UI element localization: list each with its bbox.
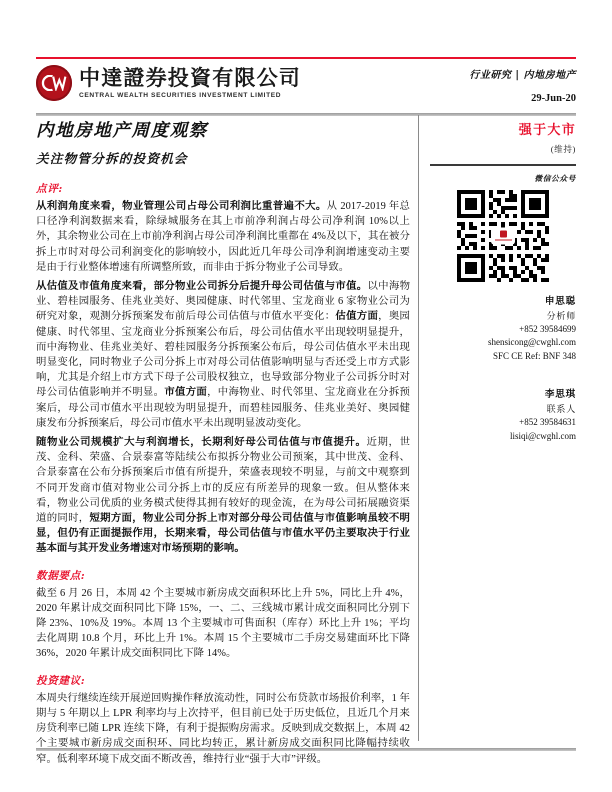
rating-status: (维持)	[550, 144, 576, 154]
analyst-card-1	[430, 294, 576, 364]
comment-paragraph-3	[36, 435, 410, 557]
page-header	[36, 63, 576, 111]
report-date: 29-Jun-20	[531, 93, 576, 104]
page-title: 内地房地产周度观察	[36, 121, 208, 141]
sidebar	[430, 118, 576, 443]
header-meta	[469, 69, 576, 106]
advice-paragraph: 本周央行继续连续开展逆回购操作释放流动性，同时公布贷款市场报价利率，1 年期与 5 年期以上 LPR 利率均与上次持平，但目前已处于历史低位，且近几个月来房贷利率已随 LPR 连续下降，有利于提振购房需求。反映到成交数据上，本周 42 个主要城市新房成交面积环、同比均转正，累计新房成交面积同比降幅持续收窄。低利率环境下成交面不断改善，维持行业“强于大市”评级。	[36, 692, 410, 765]
analyst-email[interactable]: shensicong@cwghl.com	[487, 337, 576, 348]
comment-paragraph-1	[36, 199, 410, 275]
cw-logo-icon	[36, 65, 72, 101]
page-subtitle: 关注物管分拆的投资机会	[36, 151, 188, 166]
report-category: 行业研究 | 内地房地产	[469, 70, 576, 81]
company-name-en: CENTRAL WEALTH SECURITIES INVESTMENT LIMITED	[79, 91, 282, 99]
top-red-rule	[36, 57, 576, 59]
company-name-cn: 中達證券投資有限公司	[79, 65, 301, 90]
section-heading-comment: 点评:	[36, 183, 63, 195]
company-logo	[36, 65, 301, 101]
qr-code-wrap	[430, 190, 576, 282]
analyst-role: 联系人	[546, 404, 576, 415]
rating-badge: 强于大市	[518, 123, 576, 138]
comment-paragraph-2	[36, 279, 410, 431]
analyst-role: 分析师	[546, 310, 576, 321]
section-heading-data: 数据要点:	[36, 569, 86, 582]
comment-p2-lead-b: 估值方面	[335, 311, 379, 323]
comment-p3-lead-b: 短期方面，物业公司分拆上市对部分母公司估值与市值影响虽较不明显，但仍有正面提振作用，长期来看，母公司估值与市值水平仍主要取决于行业基本面与其开发业务增速对市场预期的影响。	[36, 513, 411, 555]
comment-p1-lead: 从利润角度来看，物业管理公司占母公司利润比重普遍不大。	[36, 201, 327, 212]
comment-p2-body-c: ，中海物业、时代邻里、宝龙商业在分拆预案后，母公司市值水平出现较为明显提升，而碧桂园服务、佳兆业美好、奥园健康发布分拆预案后，母公司市值水平未出现明显波动变化。	[36, 387, 410, 429]
comment-p1-body: 从 2017-2019 年总口径净利润数据来看，除绿城服务在其上市前净利润占母公司净利润 10%以上外，其余物业公司在上市前净利润占母公司净利润比重都在 4%及以下，其在被分拆上市时对母公司利润变化的影响较小，因此近几年母公司净利润增速变动主要是由于行业整体增速有所调整所致，而非由于拆分物业子公司导致。	[36, 201, 410, 273]
comment-p3-body: 近期，世茂、金科、荣盛、合景泰富等陆续公布拟拆分物业公司预案，其中世茂、金科、合景泰富在公布分拆预案后市值有所提升，荣盛表现较不明显，与前文中观察到不同开发商市值对物业公司分拆上市的反应有所差异的现象一致。但从整体来看，物业公司优质的业务模式使得其拥有较好的现金流，在为母公司拓展融资渠道的同时，	[36, 437, 411, 525]
comment-p2-lead-c: 市值方面	[164, 387, 208, 399]
comment-p2-body-b: ，奥园健康、时代邻里、宝龙商业分拆预案公布后，母公司估值水平出现较明显提升，而中海物业、佳兆业美好、碧桂园服务分拆预案公布后，母公司估值水平未出现明显变化，同时物业子公司分拆上市对母公司估值影响明显与否还受上市方式影响，尤其是介绍上市方式下母子公司股权独立，也导致部分物业子公司拆分时对母公司估值影响并不明显。	[36, 311, 410, 399]
analyst-license: SFC CE Ref: BNF 348	[492, 350, 576, 361]
wechat-qr-code-icon[interactable]	[457, 190, 549, 282]
analyst-phone[interactable]: +852 39584631	[519, 417, 576, 428]
comment-p2-body-a: 以中海物业、碧桂园服务、佳兆业美好、奥园健康、时代邻里、宝龙商业 6 家物业公司为研究对象，观测分拆预案发布前后母公司估值与市值水平变化：	[36, 281, 411, 323]
sidebar-divider	[430, 164, 576, 166]
analyst-name: 申思聪	[544, 295, 576, 307]
analyst-email[interactable]: lisiqi@cwghl.com	[509, 430, 576, 441]
section-heading-advice: 投资建议:	[36, 674, 86, 687]
comment-p2-lead: 从估值及市值角度来看，部分物业公司拆分后提升母公司估值与市值。	[36, 281, 368, 293]
main-content	[36, 118, 410, 768]
wechat-label: 微信公众号	[534, 173, 576, 183]
qr-center-logo-icon	[491, 227, 515, 244]
analyst-name: 李思琪	[544, 389, 576, 401]
column-divider	[418, 115, 419, 741]
data-points-paragraph: 截至 6 月 26 日，本周 42 个主要城市新房成交面积环比上升 5%，同比上升 4%，2020 年累计成交面积同比下降 15%，一、二、三线城市累计成交面积同比分别下降 23%、10%及 19%。本周 13 个主要城市可售面积（库存）环比上升 1%；平均去化周期 10.8 个月，环比上升 1%。本周 15 个主要城市二手房交易建面环比下降 36%，2020 年累计成交面积同比下降 14%。	[36, 587, 410, 660]
header-divider	[36, 113, 576, 116]
analyst-card-2	[430, 387, 576, 443]
analyst-phone[interactable]: +852 39584699	[519, 323, 576, 334]
comment-p3-lead: 随物业公司规模扩大与利润增长，长期利好母公司估值与市值提升。	[36, 437, 367, 449]
